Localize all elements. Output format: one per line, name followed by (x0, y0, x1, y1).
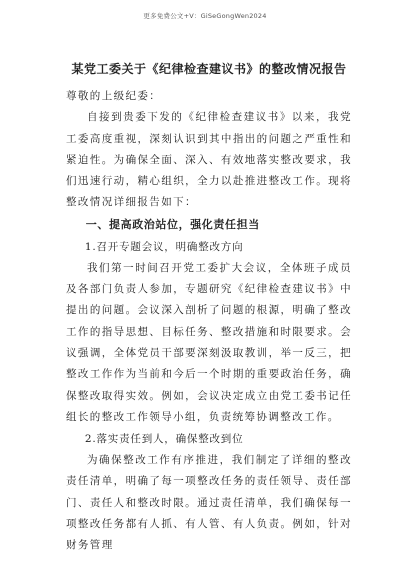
subsection-2-text: 为确保整改工作有序推进，我们制定了详细的整改责任清单，明确了每一项整改任务的责任领导、责任部门、责任人和整改时限。通过责任清单，我们确保每一项整改任务都有人抓、有人管、有人负责。例如，针对财务管理 (66, 454, 352, 552)
document-body (66, 60, 352, 557)
subsection-2-heading: 2.落实责任到人，确保整改到位 (84, 433, 244, 446)
section-1-heading: 一、提高政治站位，强化责任担当 (85, 217, 260, 231)
subsection-1-heading: 1.召开专题会议，明确整改方向 (84, 240, 244, 253)
subsection-1-text: 我们第一时间召开党工委扩大会议，全体班子成员及各部门负责人参加，专题研究《纪律检查建议书》中提出的问题。会议深入剖析了问题的根源，明确了整改工作的指导思想、目标任务、整改措施和时限要求。会议强调，全体党员干部要深刻汲取教训，举一反三，把整改工作作为当前和今后一个时期的重要政治任务，确保整改取得实效。例如，会议决定成立由党工委书记任组长的整改工作领导小组，负责统筹协调整改工作。 (66, 261, 352, 423)
salutation: 尊敬的上级纪委： (66, 90, 162, 102)
document-title: 某党工委关于《纪律检查建议书》的整改情况报告 (71, 62, 347, 76)
header-note: 更多免费公文+V：GiSeGongWen2024 (143, 12, 267, 20)
intro-paragraph: 自接到贵委下发的《纪律检查建议书》以来，我党工委高度重视，深刻认识到其中指出的问题之严重性和紧迫性。为确保全面、深入、有效地落实整改要求，我们迅速行动，精心组织，全力以赴推进整改工作。现将整改情况详细报告如下： (66, 111, 352, 209)
